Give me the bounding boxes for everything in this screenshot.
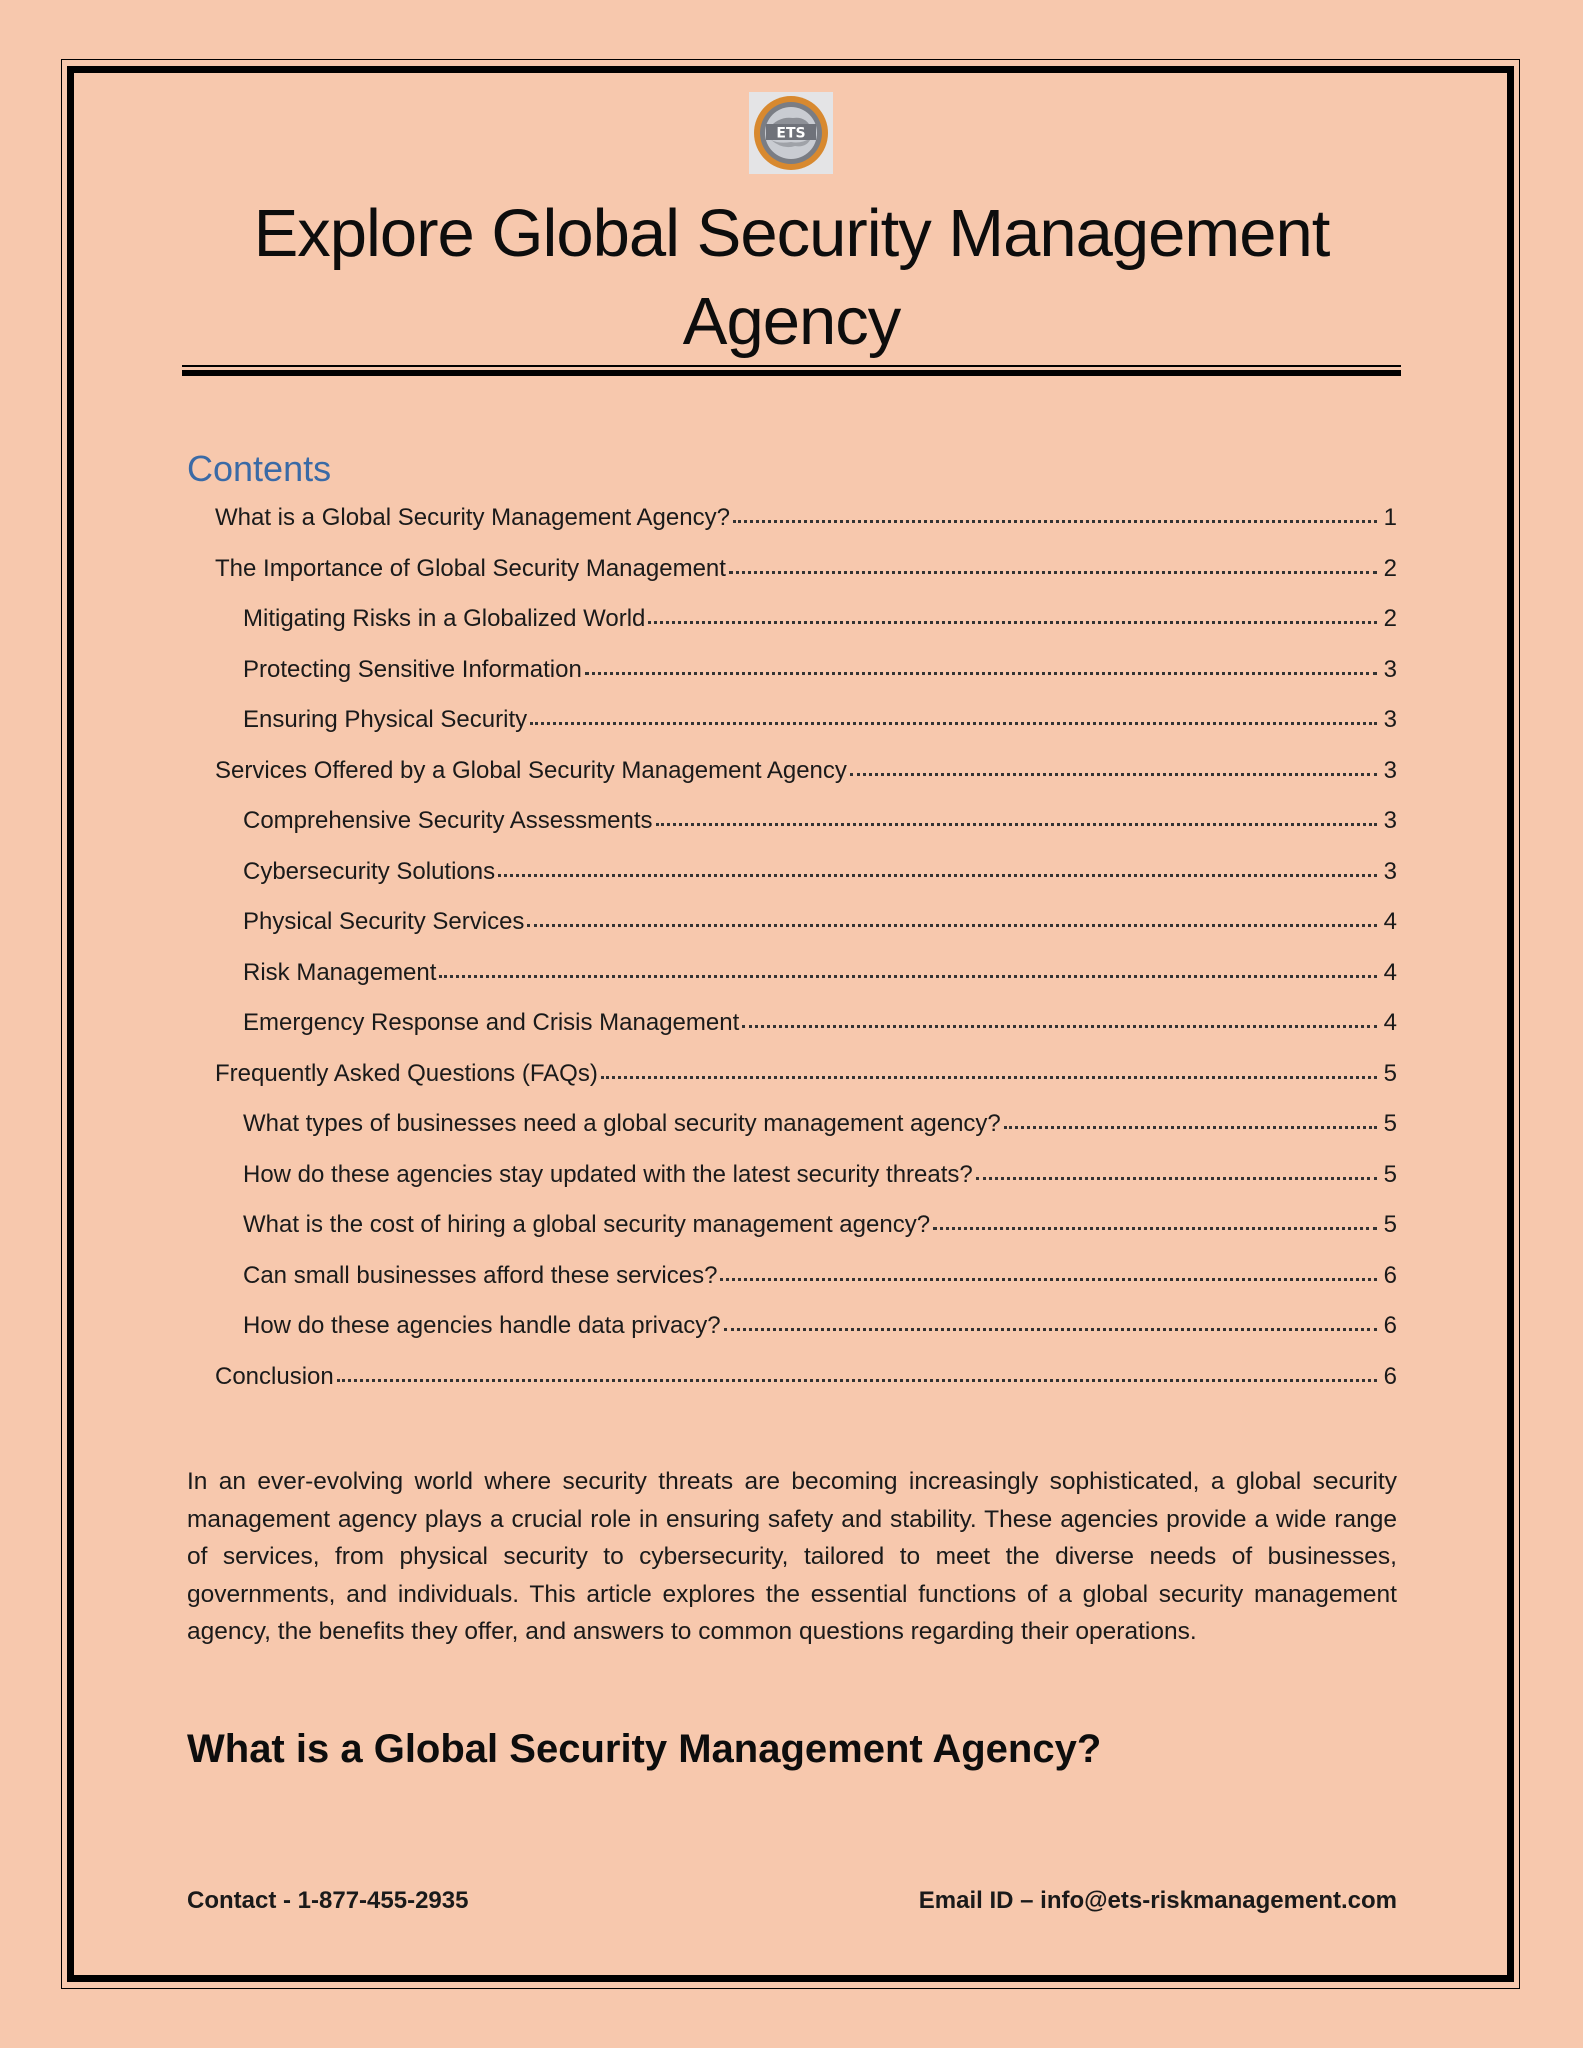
toc-entry-page: 2 xyxy=(1383,605,1397,632)
toc-entry[interactable] xyxy=(243,645,1397,695)
section-heading: What is a Global Security Management Agency? xyxy=(187,1727,1102,1771)
toc-entry-page: 6 xyxy=(1383,1362,1397,1390)
toc-entry-title: Frequently Asked Questions (FAQs) xyxy=(215,1059,598,1087)
intro-paragraph: In an ever-evolving world where security threats are becoming increasingly sophisticated, a global security management agency plays a crucial role in ensuring safety and stability. These agencies provide a wide range of services, from physical security to cybersecurity, tailored to meet the diverse needs of businesses, governments, and individuals. This article explores the essential functions of a global security management agency, the benefits they offer, and answers to common questions regarding their operations. xyxy=(187,1468,1397,1645)
toc-entry-page: 3 xyxy=(1383,857,1397,885)
toc-entry[interactable] xyxy=(243,1251,1397,1301)
toc-entry[interactable] xyxy=(243,1200,1397,1250)
title-divider-thin xyxy=(182,365,1401,367)
toc-dot-leader xyxy=(729,566,1377,574)
toc-entry[interactable] xyxy=(243,948,1397,998)
toc-entry-title: Cybersecurity Solutions xyxy=(243,857,496,885)
toc-entry-title: Mitigating Risks in a Globalized World xyxy=(243,605,646,632)
page-title xyxy=(180,190,1403,366)
toc-entry-title: Services Offered by a Global Security Management Agency xyxy=(215,756,847,784)
toc-entry-page: 4 xyxy=(1383,958,1397,986)
toc-entry-page: 3 xyxy=(1383,655,1397,683)
toc-dot-leader xyxy=(585,667,1377,675)
toc-entry-title: The Importance of Global Security Management xyxy=(215,554,726,582)
contact-email: Email ID – info@ets-riskmanagement.com xyxy=(918,1887,1397,1914)
toc-dot-leader xyxy=(720,1273,1377,1281)
toc-dot-leader xyxy=(742,1020,1377,1028)
toc-dot-leader xyxy=(530,717,1377,725)
toc-dot-leader xyxy=(439,970,1377,978)
toc-entry-page: 4 xyxy=(1383,908,1397,935)
toc-dot-leader xyxy=(724,1323,1377,1331)
toc-dot-leader xyxy=(933,1222,1377,1230)
toc-dot-leader xyxy=(1004,1121,1377,1129)
toc-entry-page: 5 xyxy=(1383,1211,1397,1238)
toc-dot-leader xyxy=(337,1374,1377,1382)
toc-entry-title: Protecting Sensitive Information xyxy=(243,655,582,683)
toc-entry[interactable] xyxy=(243,897,1397,947)
toc-entry-page: 3 xyxy=(1383,756,1397,784)
toc-entry[interactable] xyxy=(243,1150,1397,1200)
toc-entry[interactable] xyxy=(243,796,1397,846)
toc-entry-page: 3 xyxy=(1383,706,1397,733)
toc-entry[interactable] xyxy=(215,493,1397,543)
toc-entry-title: How do these agencies handle data privacy? xyxy=(243,1312,721,1339)
toc-entry-title: Physical Security Services xyxy=(243,908,525,935)
toc-dot-leader xyxy=(601,1071,1377,1079)
toc-entry[interactable] xyxy=(243,998,1397,1048)
toc-entry[interactable] xyxy=(215,1049,1397,1099)
toc-entry-page: 4 xyxy=(1383,1009,1397,1036)
toc-entry-title: What is a Global Security Management Agency? xyxy=(215,504,730,531)
toc-dot-leader xyxy=(527,919,1377,927)
page-title-line-2: Agency xyxy=(682,284,901,359)
toc-dot-leader xyxy=(656,818,1378,826)
ets-logo-icon xyxy=(749,92,833,174)
toc-entry-page: 1 xyxy=(1383,504,1397,531)
contact-phone: Contact - 1-877-455-2935 xyxy=(187,1887,469,1914)
toc-entry-page: 5 xyxy=(1383,1160,1397,1188)
contents-heading: Contents xyxy=(187,448,332,489)
toc-entry[interactable] xyxy=(243,847,1397,897)
toc-entry-title: Risk Management xyxy=(243,958,437,986)
toc-dot-leader xyxy=(976,1172,1377,1180)
toc-entry-page: 5 xyxy=(1383,1059,1397,1087)
toc-entry-title: How do these agencies stay updated with the latest security threats? xyxy=(243,1160,973,1188)
page-title-line-1: Explore Global Security Management xyxy=(253,196,1330,271)
toc-entry[interactable] xyxy=(243,695,1397,745)
toc-entry-page: 6 xyxy=(1383,1312,1397,1339)
toc-entry-title: Comprehensive Security Assessments xyxy=(243,807,653,834)
toc-dot-leader xyxy=(850,768,1377,776)
title-divider-thick xyxy=(182,370,1401,376)
toc-entry[interactable] xyxy=(215,1352,1397,1402)
toc-entry[interactable] xyxy=(243,594,1397,644)
toc-entry-page: 6 xyxy=(1383,1261,1397,1289)
toc-entry-title: What is the cost of hiring a global security management agency? xyxy=(243,1211,931,1238)
toc-entry-title: Can small businesses afford these services? xyxy=(243,1261,718,1289)
toc-entry-page: 5 xyxy=(1383,1110,1397,1137)
toc-entry-page: 2 xyxy=(1383,554,1397,582)
toc-entry-title: Conclusion xyxy=(215,1362,334,1390)
toc-entry-title: Emergency Response and Crisis Management xyxy=(243,1009,740,1036)
toc-entry-page: 3 xyxy=(1383,807,1397,834)
toc-entry-title: What types of businesses need a global security management agency? xyxy=(243,1110,1001,1137)
toc-dot-leader xyxy=(733,515,1377,523)
toc-entry[interactable] xyxy=(243,1301,1397,1351)
toc-entry-title: Ensuring Physical Security xyxy=(243,706,528,733)
toc-entry[interactable] xyxy=(215,544,1397,594)
svg-text:ETS: ETS xyxy=(776,125,806,142)
ets-logo xyxy=(749,92,833,174)
toc-dot-leader xyxy=(648,616,1377,624)
toc-dot-leader xyxy=(498,869,1377,877)
toc-entry[interactable] xyxy=(243,1099,1397,1149)
toc-entry[interactable] xyxy=(215,746,1397,796)
